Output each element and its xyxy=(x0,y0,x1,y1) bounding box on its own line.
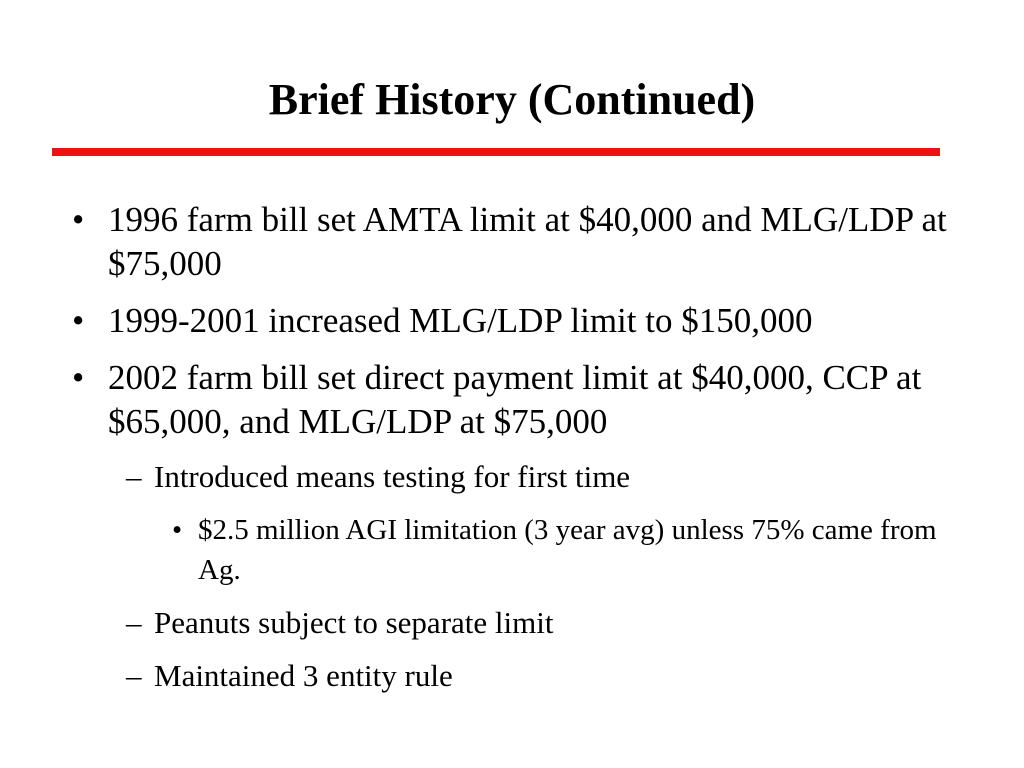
slide-title: Brief History (Continued) xyxy=(268,75,756,124)
bullet-marker: • xyxy=(72,358,85,397)
sub-bullet-text: Peanuts subject to separate limit xyxy=(154,605,554,640)
bullet-text: 1996 farm bill set AMTA limit at $40,000 and MLG/LDP at $75,000 xyxy=(108,200,947,283)
title-underline xyxy=(52,148,940,156)
dash-marker: – xyxy=(126,459,142,494)
bullet-list xyxy=(0,198,1024,709)
dash-marker: – xyxy=(126,605,142,640)
bullet-marker: • xyxy=(72,301,85,340)
sub-bullet-entity-rule xyxy=(0,656,1024,696)
bullet-text: 2002 farm bill set direct payment limit at $40,000, CCP at $65,000, and MLG/LDP at $75,000 xyxy=(108,358,922,441)
bullet-item-1996-farm-bill xyxy=(0,198,1024,286)
sub-sub-bullet-text: $2.5 million AGI limitation (3 year avg) unless 75% came from Ag. xyxy=(198,514,937,586)
bullet-text: 1999-2001 increased MLG/LDP limit to $150,000 xyxy=(108,301,813,340)
dash-marker: – xyxy=(126,658,142,693)
bullet-marker: • xyxy=(72,200,85,239)
sub-sub-bullet-agi-limitation xyxy=(0,510,1024,590)
sub-bullet-text: Maintained 3 entity rule xyxy=(154,658,453,693)
sub-bullet-peanuts xyxy=(0,603,1024,643)
bullet-item-2002-farm-bill xyxy=(0,356,1024,444)
bullet-marker: • xyxy=(172,514,183,546)
bullet-item-1999-2001 xyxy=(0,299,1024,343)
sub-bullet-text: Introduced means testing for first time xyxy=(154,459,631,494)
sub-bullet-means-testing xyxy=(0,457,1024,497)
